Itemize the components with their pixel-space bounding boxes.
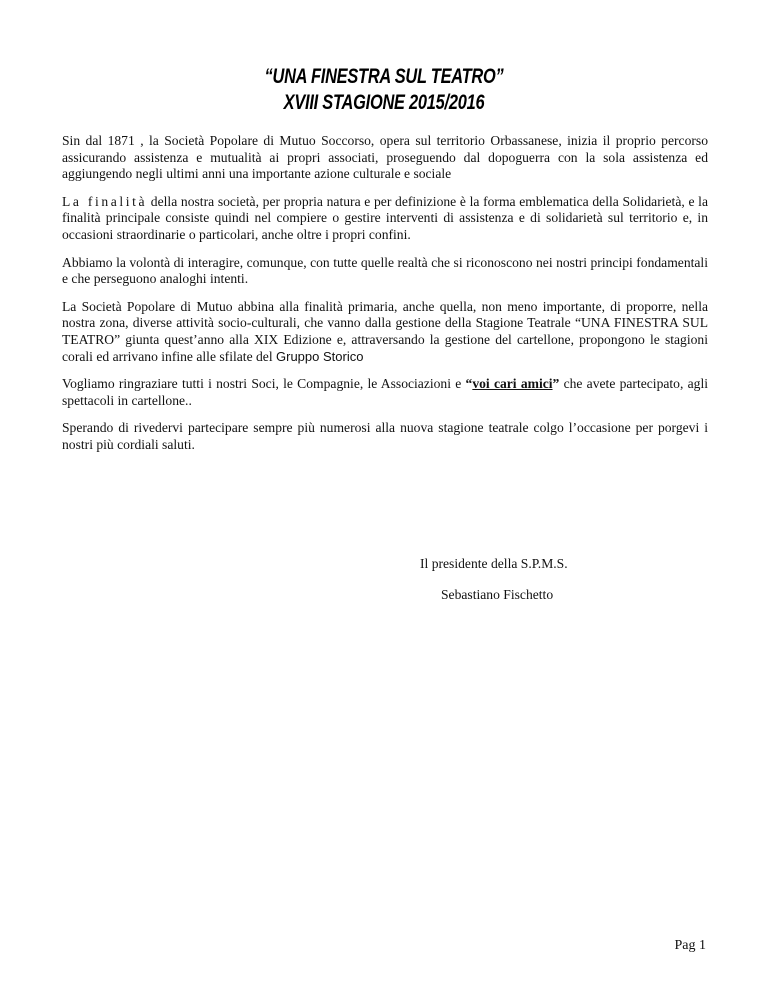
title-line-2: XVIII STAGIONE 2015/2016 — [283, 91, 485, 114]
paragraph-intent: Abbiamo la volontà di interagire, comunque, con tutte quelle realtà che si riconoscono nei nostri principi fondamentali e che perseguono analoghi intenti. — [62, 254, 708, 287]
paragraph-activities — [62, 299, 708, 365]
thanks-quote-close: ” — [552, 376, 560, 392]
paragraph-history: Sin dal 1871 , la Società Popolare di Mutuo Soccorso, opera sul territorio Orbassanese, inizia il proprio percorso assicurando assistenza e mutualità ai propri associati, proseguendo dal dopoguerra con la sola assistenza ed aggiungendo negli ultimi anni una importante azione culturale e sociale — [62, 133, 708, 182]
gruppo-storico: Gruppo Storico — [276, 348, 364, 364]
purpose-rest: della nostra società, per propria natura e per definizione è la forma emblematica della Solidarietà, e la finalità principale consiste quindi nel compiere o gestire interventi di assistenza e di solidarietà sul territorio e, in occasioni straordinarie o particolari, anche oltre i propri confini. — [62, 193, 708, 242]
thanks-quote-open: “ — [465, 376, 473, 392]
paragraph-greeting: Sperando di rivedervi partecipare sempre più numerosi alla nuova stagione teatrale colgo l’occasione per porgevi i nostri più cordiali saluti. — [62, 420, 708, 452]
paragraph-thanks — [62, 376, 708, 409]
thanks-start: Vogliamo ringraziare tutti i nostri Soci, le Compagnie, le Associazioni e — [62, 376, 466, 392]
activities-text: La Società Popolare di Mutuo abbina alla finalità primaria, anche quella, non meno importante, di proporre, nella nostra zona, diverse attività socio-culturali, che vanno dalla gestione della Stagione Teatrale “UNA FINESTRA SUL TEATRO” giunta quest’anno alla XIX Edizione e, attraversando la gestione del cartellone, propongono le stagioni corali ed arrivano infine alle sfilate del — [62, 298, 708, 364]
title-line-1: “UNA FINESTRA SUL TEATRO” — [264, 65, 504, 88]
signature-name: Sebastiano Fischetto — [441, 587, 554, 602]
signature-title: Il presidente della S.P.M.S. — [420, 556, 568, 571]
page-number: Pag 1 — [674, 938, 706, 953]
purpose-lead: La finalità — [62, 193, 148, 209]
thanks-friends: voi cari amici — [472, 376, 553, 392]
letter-body — [62, 133, 708, 465]
thanks-end: che avete partecipato, agli spettacoli in cartellone.. — [62, 376, 708, 408]
paragraph-purpose — [62, 194, 708, 244]
document-title — [0, 64, 768, 116]
